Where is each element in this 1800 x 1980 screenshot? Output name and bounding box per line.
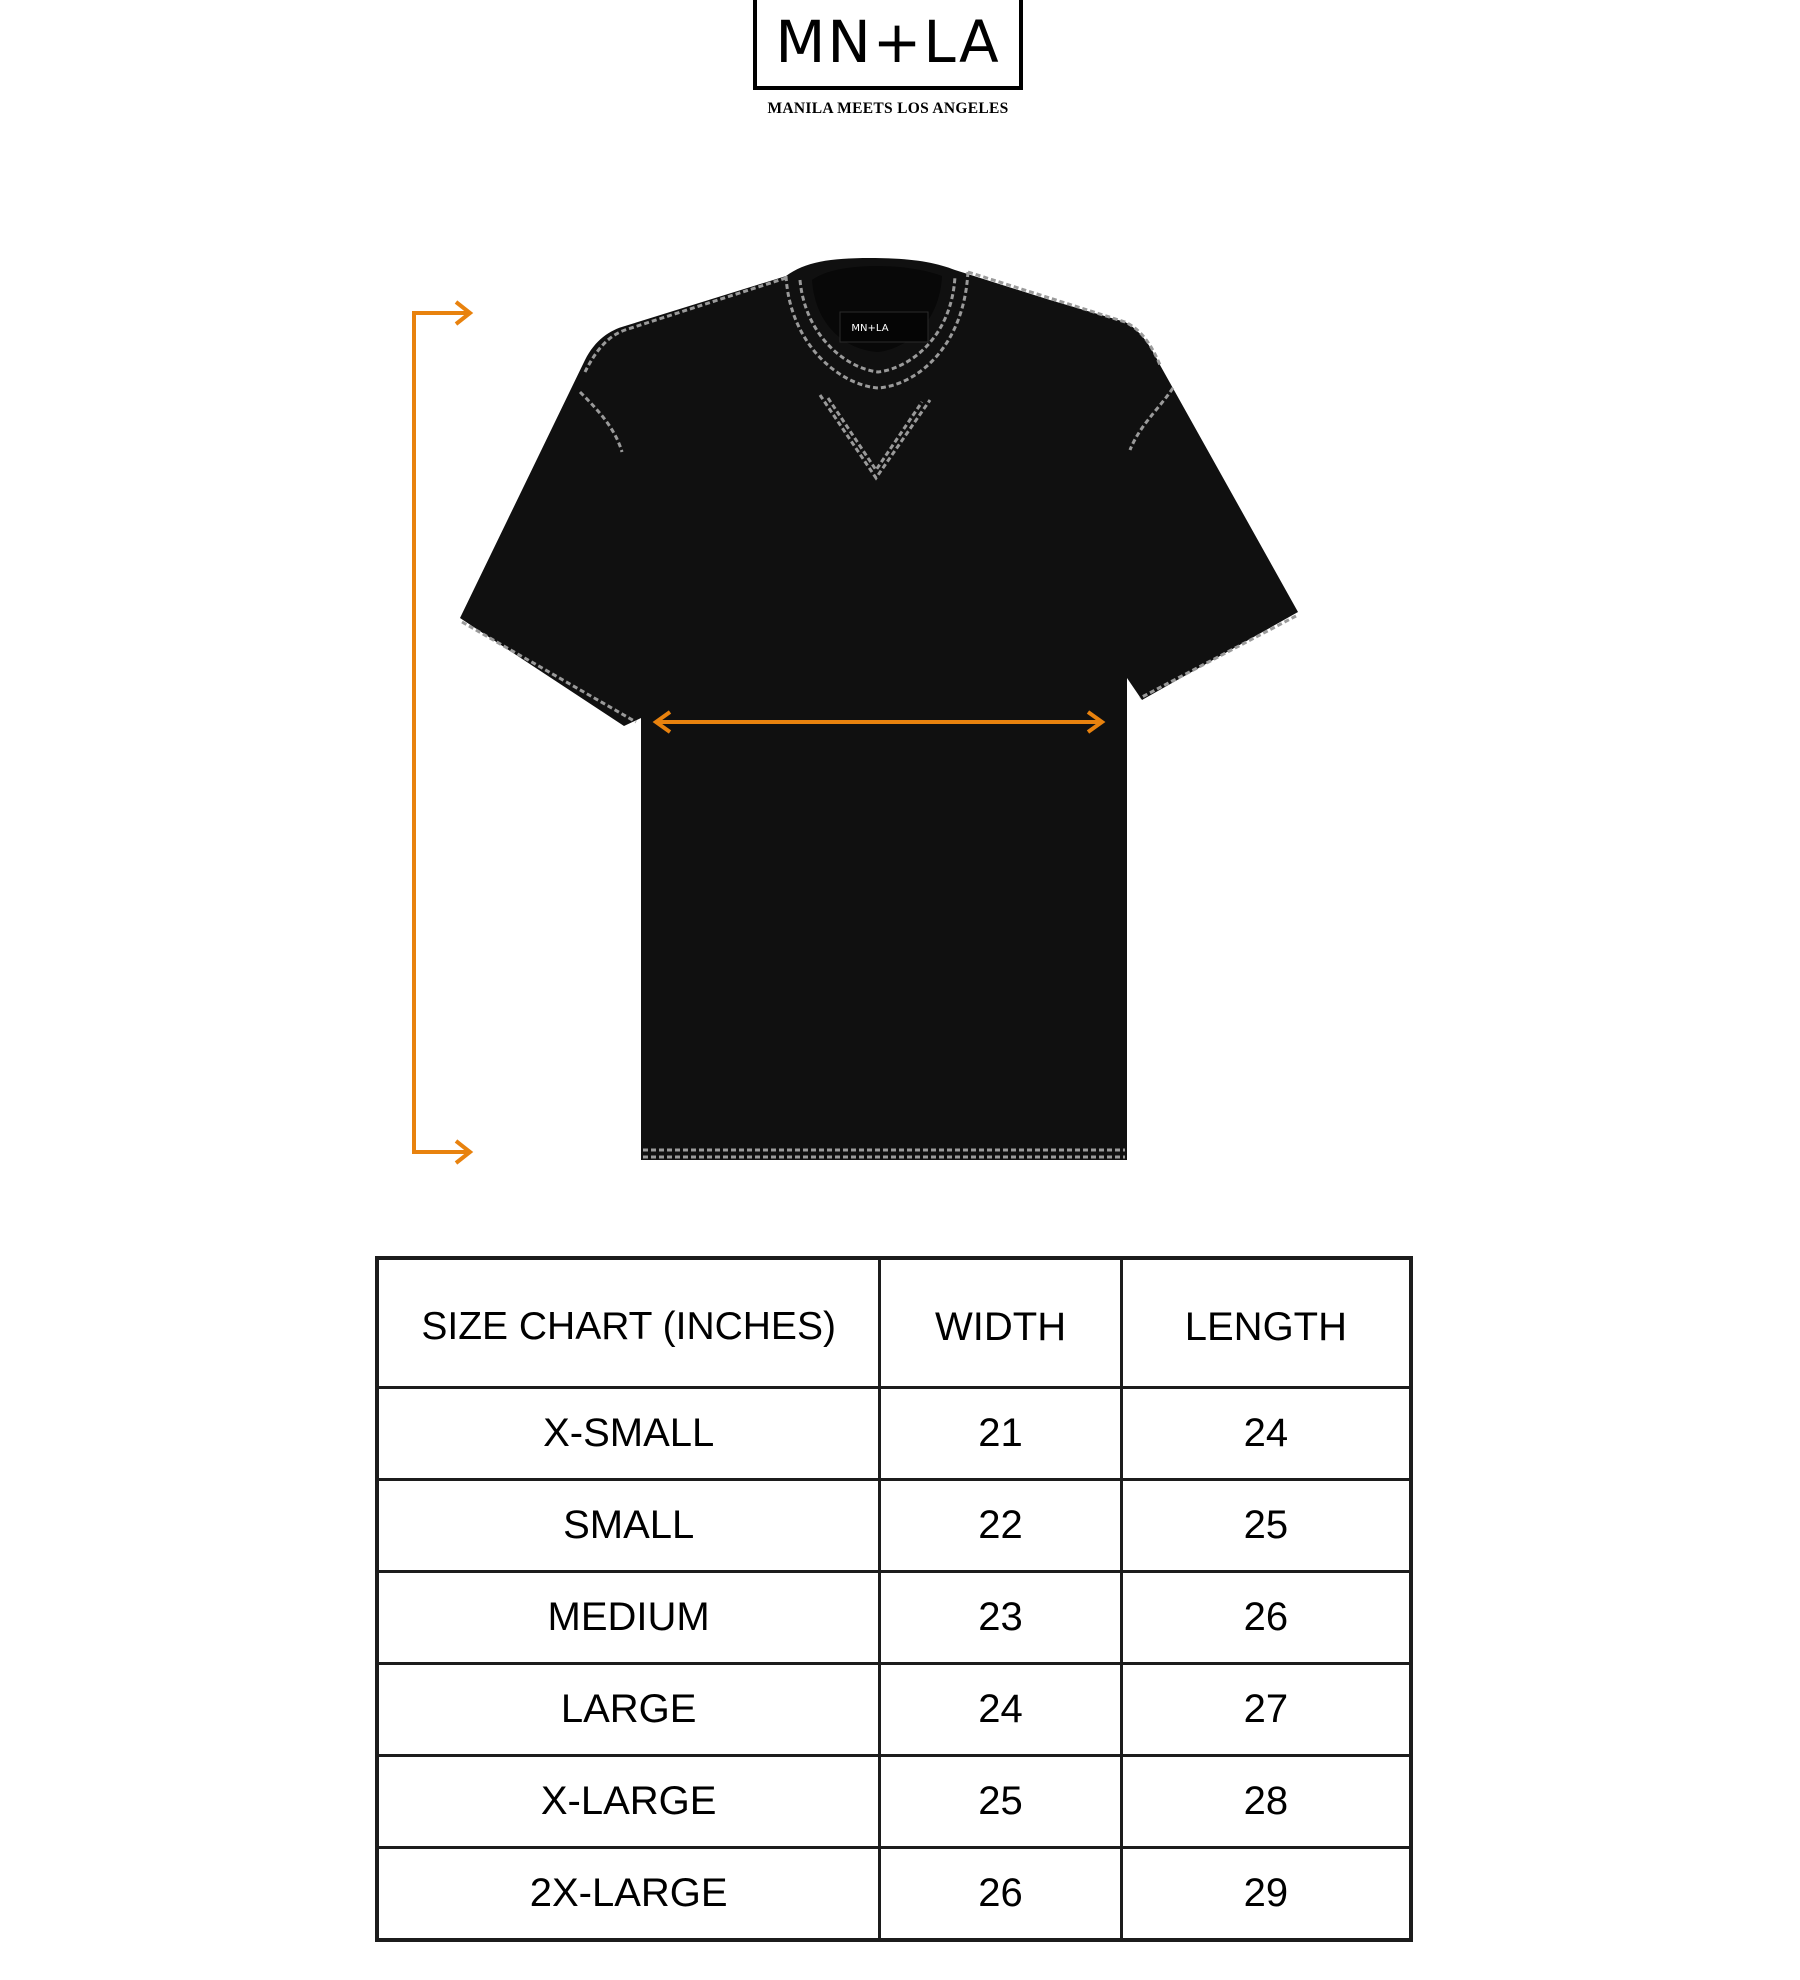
table-row	[377, 1664, 1411, 1756]
size-cell: MEDIUM	[377, 1572, 880, 1664]
size-cell: LARGE	[377, 1664, 880, 1756]
length-cell: 27	[1121, 1664, 1411, 1756]
length-cell: 28	[1121, 1756, 1411, 1848]
size-chart-header-row	[377, 1258, 1411, 1388]
header-size-chart: SIZE CHART (INCHES)	[377, 1258, 880, 1388]
table-row	[377, 1388, 1411, 1480]
width-cell: 24	[880, 1664, 1121, 1756]
tshirt-body	[460, 258, 1298, 1160]
width-cell: 22	[880, 1480, 1121, 1572]
width-cell: 23	[880, 1572, 1121, 1664]
width-cell: 25	[880, 1756, 1121, 1848]
size-cell: SMALL	[377, 1480, 880, 1572]
length-cell: 24	[1121, 1388, 1411, 1480]
size-cell: X-LARGE	[377, 1756, 880, 1848]
header-length: LENGTH	[1121, 1258, 1411, 1388]
width-cell: 26	[880, 1848, 1121, 1941]
table-row	[377, 1848, 1411, 1941]
size-cell: X-SMALL	[377, 1388, 880, 1480]
brand-logo-text: MN+LA	[775, 8, 1001, 76]
length-cell: 25	[1121, 1480, 1411, 1572]
size-cell: 2X-LARGE	[377, 1848, 880, 1941]
table-row	[377, 1572, 1411, 1664]
neck-label-text: MN+LA	[851, 323, 889, 334]
header-width: WIDTH	[880, 1258, 1121, 1388]
table-row	[377, 1480, 1411, 1572]
length-cell: 26	[1121, 1572, 1411, 1664]
width-cell: 21	[880, 1388, 1121, 1480]
length-arrow	[414, 302, 470, 1163]
length-cell: 29	[1121, 1848, 1411, 1941]
size-chart-table	[375, 1256, 1413, 1942]
brand-tagline: MANILA MEETS LOS ANGELES	[767, 100, 1009, 117]
table-row	[377, 1756, 1411, 1848]
